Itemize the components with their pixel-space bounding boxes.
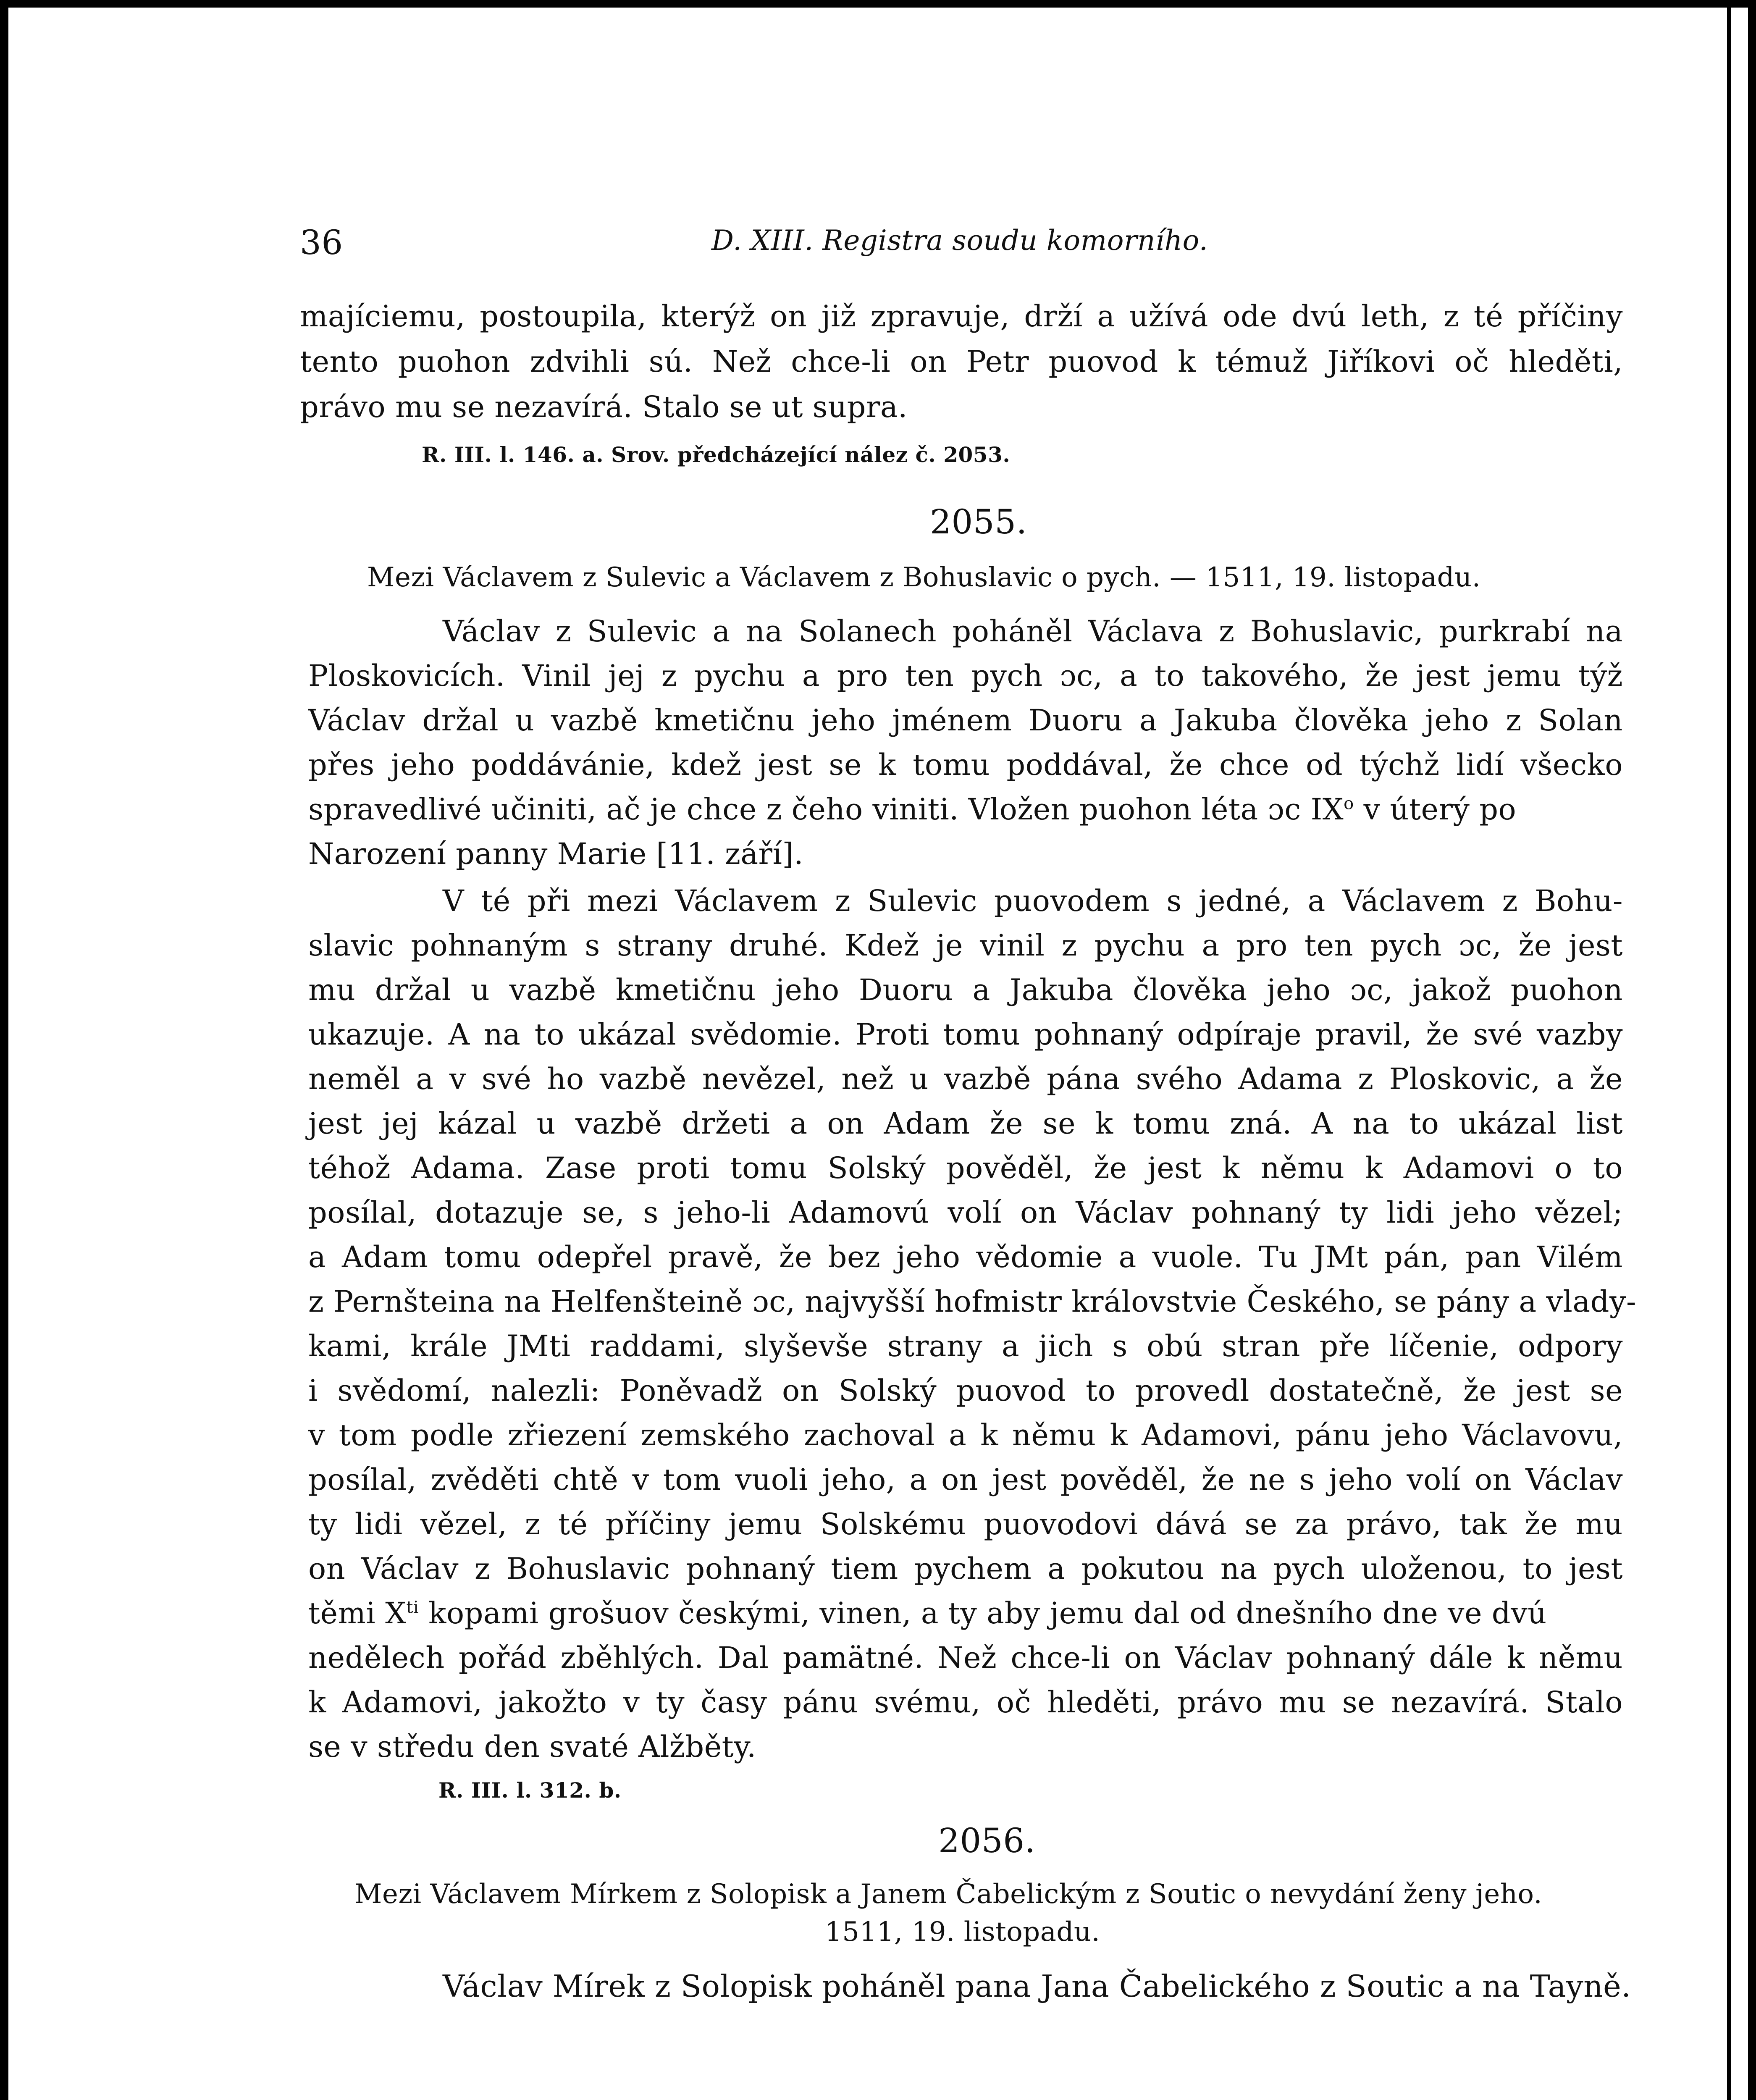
text-line: slavic pohnaným s strany druhé. Kdež je vinil z pychu a pro ten pych ɔc, že jest (308, 928, 1623, 963)
text-line (308, 792, 1623, 827)
text-segment: těmi X (308, 1596, 407, 1630)
text-line: V té při mezi Václavem z Sulevic puovodem s jedné, a Václavem z Bohu- (443, 884, 1623, 918)
superscript: o (1344, 794, 1354, 814)
text-line: ty lidi vězel, z té příčiny jemu Solskému puovodovi dává se za právo, tak že mu (308, 1507, 1623, 1541)
running-header: D. XIII. Registra soudu komorního. (711, 224, 1208, 257)
text-line: se v středu den svaté Alžběty. (308, 1730, 756, 1764)
entry-number: 2055. (930, 502, 1027, 541)
text-line: k Adamovi, jakožto v ty časy pánu svému, oč hleděti, právo mu se nezavírá. Stalo (308, 1685, 1623, 1719)
page-right-border (1727, 8, 1731, 2100)
source-reference: R. III. l. 312. b. (438, 1778, 622, 1803)
text-line: posílal, zvěděti chtě v tom vuoli jeho, a on jest pověděl, že ne s jeho volí on Václav (308, 1462, 1623, 1497)
entry-heading-date: 1511, 19. listopadu. (825, 1916, 1100, 1948)
source-reference: R. III. l. 146. a. Srov. předcházející nález č. 2053. (422, 442, 1011, 467)
text-line: Václav držal u vazbě kmetičnu jeho jménem Duoru a Jakuba člověka jeho z Solan (308, 703, 1623, 738)
text-line: Václav Mírek z Solopisk poháněl pana Jana Čabelického z Soutic a na Tayně. (443, 1969, 1631, 2004)
text-line: kami, krále JMti raddami, slyševše strany a jich s obú stran pře líčenie, odpory (308, 1329, 1623, 1363)
text-line: a Adam tomu odepřel pravě, že bez jeho vědomie a vuole. Tu JMt pán, pan Vilém (308, 1240, 1623, 1274)
text-line: i svědomí, nalezli: Poněvadž on Solský puovod to provedl dostatečně, že jest se (308, 1373, 1623, 1408)
entry-heading: Mezi Václavem Mírkem z Solopisk a Janem Čabelickým z Soutic o nevydání ženy jeho. (354, 1879, 1543, 1910)
text-line: přes jeho poddávánie, kdež jest se k tomu poddával, že chce od týchž lidí všecko (308, 748, 1623, 782)
text-line: tento puohon zdvihli sú. Než chce-li on Petr puovod k témuž Jiříkovi oč hleděti, (300, 344, 1623, 379)
text-line: Václav z Sulevic a na Solanech poháněl Václava z Bohuslavic, purkrabí na (443, 614, 1623, 648)
text-segment: kopami grošuov českými, vinen, a ty aby jemu dal od dnešního dne ve dvú (419, 1596, 1547, 1630)
text-segment: v úterý po (1354, 792, 1517, 827)
entry-heading: Mezi Václavem z Sulevic a Václavem z Bohuslavic o pych. — 1511, 19. listopadu. (367, 562, 1481, 593)
text-line: nedělech pořád zběhlých. Dal pamätné. Než chce-li on Václav pohnaný dále k němu (308, 1641, 1623, 1675)
page-left-edge (6, 8, 8, 2100)
text-line: mu držal u vazbě kmetičnu jeho Duoru a Jakuba člověka jeho ɔc, jakož puohon (308, 973, 1623, 1007)
text-line: Ploskovicích. Vinil jej z pychu a pro ten pych ɔc, a to takového, že jest jemu týž (308, 659, 1623, 693)
text-line: ukazuje. A na to ukázal svědomie. Proti tomu pohnaný odpíraje pravil, že své vazby (308, 1017, 1623, 1052)
text-line: jest jej kázal u vazbě držeti a on Adam že se k tomu zná. A na to ukázal list (308, 1106, 1623, 1141)
scanned-page (6, 8, 1748, 2100)
text-line: on Václav z Bohuslavic pohnaný tiem pychem a pokutou na pych uloženou, to jest (308, 1551, 1623, 1586)
superscript: ti (406, 1598, 419, 1617)
page-number: 36 (300, 223, 343, 262)
text-line: majíciemu, postoupila, kterýž on již zpravuje, drží a užívá ode dvú leth, z té příčiny (300, 299, 1623, 333)
text-line: Narození panny Marie [11. září]. (308, 837, 803, 871)
text-line: právo mu se nezavírá. Stalo se ut supra. (300, 390, 908, 424)
text-line: neměl a v své ho vazbě nevězel, než u vazbě pána svého Adama z Ploskovic, a že (308, 1062, 1623, 1096)
text-line: posílal, dotazuje se, s jeho-li Adamovú volí on Václav pohnaný ty lidi jeho vězel; (308, 1195, 1623, 1230)
text-line: z Pernšteina na Helfenšteině ɔc, najvyšší hofmistr královstvie Českého, se pány a vlady- (308, 1284, 1637, 1319)
entry-number: 2056. (938, 1821, 1036, 1860)
text-line: v tom podle zřiezení zemského zachoval a k němu k Adamovi, pánu jeho Václavovu, (308, 1418, 1623, 1452)
text-segment: spravedlivé učiniti, ač je chce z čeho viniti. Vložen puohon léta ɔc IX (308, 792, 1344, 827)
text-line (308, 1596, 1547, 1630)
text-line: téhož Adama. Zase proti tomu Solský pověděl, že jest k němu k Adamovi o to (308, 1151, 1623, 1185)
